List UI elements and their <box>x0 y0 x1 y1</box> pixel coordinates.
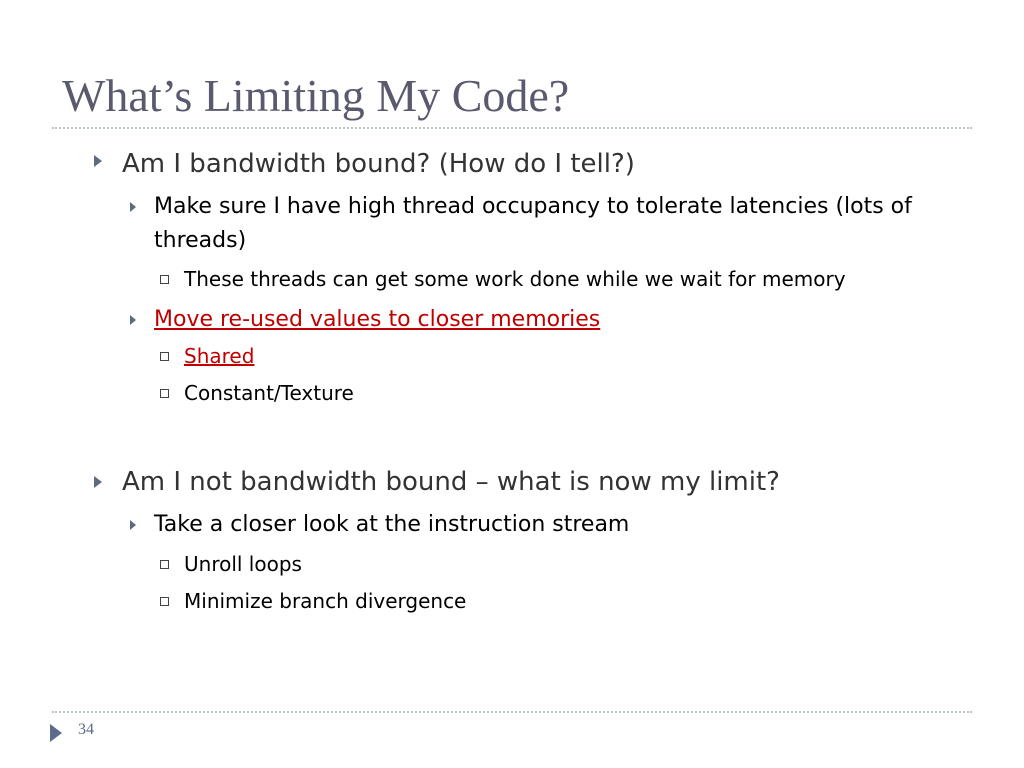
footer-arrow-icon <box>50 724 62 742</box>
bullet-not-bandwidth-bound: Am I not bandwidth bound – what is now my limit? <box>122 467 780 497</box>
square-bullet-icon <box>160 560 169 569</box>
sub-sub-bullet-threads-work: These threads can get some work done while we wait for memory <box>184 267 846 291</box>
link-shared[interactable]: Shared <box>184 344 255 368</box>
bullet-bandwidth-bound: Am I bandwidth bound? (How do I tell?) <box>122 149 635 179</box>
square-bullet-icon <box>160 597 169 606</box>
square-bullet-icon <box>160 352 169 361</box>
footer-divider <box>52 711 972 713</box>
link-closer-memories[interactable]: Move re-used values to closer memories <box>154 307 601 332</box>
bullet-triangle-icon <box>94 155 102 167</box>
sub-bullet-triangle-icon <box>130 315 136 325</box>
square-bullet-icon <box>160 389 169 398</box>
title-divider <box>52 127 972 129</box>
sub-sub-bullet-branch-divergence: Minimize branch divergence <box>184 589 467 613</box>
page-number: 34 <box>78 721 94 738</box>
square-bullet-icon <box>160 275 169 284</box>
sub-bullet-thread-occupancy: Make sure I have high thread occupancy to tolerate latencies (lots of threads) <box>154 194 912 253</box>
sub-bullet-triangle-icon <box>130 202 136 212</box>
sub-sub-bullet-unroll-loops: Unroll loops <box>184 552 302 576</box>
sub-sub-bullet-constant-texture: Constant/Texture <box>184 381 354 405</box>
bullet-triangle-icon <box>94 476 102 488</box>
sub-bullet-instruction-stream: Take a closer look at the instruction stream <box>154 512 630 537</box>
sub-bullet-triangle-icon <box>130 520 136 530</box>
slide-title: What’s Limiting My Code? <box>62 70 570 121</box>
